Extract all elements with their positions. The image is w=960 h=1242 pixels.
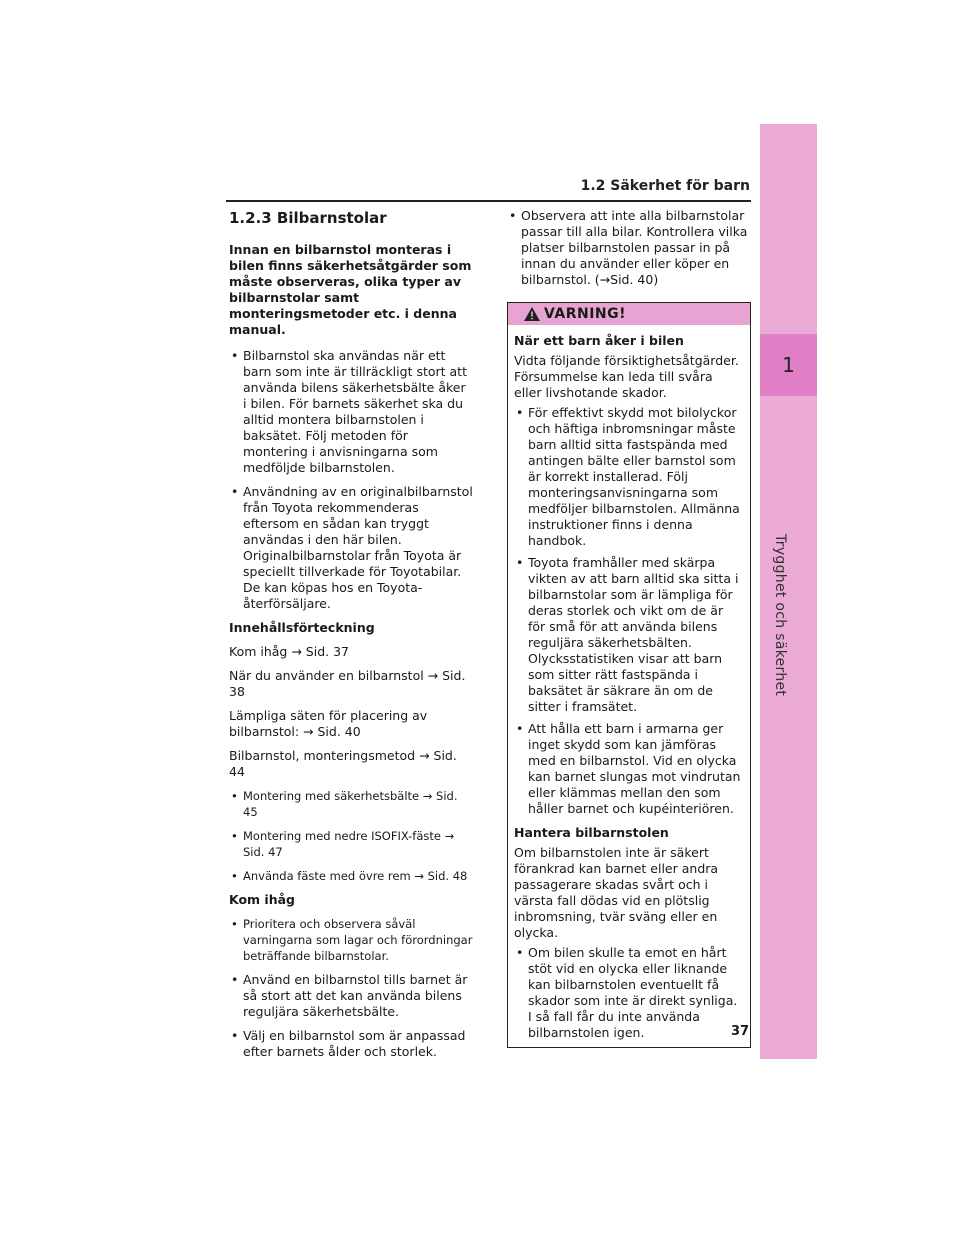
list-item: • Använd en bilbarnstol tills barnet är så stort att det kan använda bilens reguljära säkerhetsbälte. (229, 972, 473, 1020)
chapter-side-tab (760, 124, 817, 1059)
warning-header (508, 303, 750, 325)
toc-link-top-tether[interactable]: • Använda fäste med övre rem → Sid. 48 (229, 868, 473, 884)
compat-bullets (507, 208, 751, 288)
toc-link-isofix[interactable]: • Montering med nedre ISOFIX-fäste → Sid. 47 (229, 828, 473, 860)
toc-link-install-method[interactable]: Bilbarnstol, monteringsmetod → Sid. 44 (229, 748, 457, 779)
warning-triangle-icon (524, 307, 540, 321)
remember-list (229, 916, 473, 1060)
warning-text: Vidta följande försiktighetsåtgärder. Försummelse kan leda till svåra eller livshotande skador. (514, 353, 739, 400)
section-header-title: 1.2 Säkerhet för barn (580, 178, 750, 194)
list-item: • Prioritera och observera såväl varningarna som lagar och förordningar beträffande bilbarnstolar. (229, 916, 473, 964)
toc-link-seatbelt[interactable]: • Montering med säkerhetsbälte → Sid. 45 (229, 788, 473, 820)
toc-link-using-seat[interactable]: När du använder en bilbarnstol → Sid. 38 (229, 668, 466, 699)
warning-subheading-child: När ett barn åker i bilen (514, 333, 684, 348)
warning-bullets (514, 405, 744, 817)
remember-heading: Kom ihåg (229, 892, 295, 907)
list-item: • Om bilen skulle ta emot en hårt stöt vid en olycka eller liknande kan bilbarnstolen eventuellt få skador som inte är direkt synliga. I så fall får du inte använda bilbarnstolen igen. (514, 945, 744, 1041)
warning-subheading-handle: Hantera bilbarnstolen (514, 825, 669, 840)
chapter-title: Trygghet och säkerhet (772, 534, 788, 697)
list-item: • För effektivt skydd mot bilolyckor och häftiga inbromsningar måste barn alltid sitta fastspända med antingen bälte eller barnstol som är korrekt installerad. Följ monteringsanvisningarna som medföljer bilbarnstolen. Allmänna instruktioner finns i denna handbok. (514, 405, 744, 549)
page-number: 37 (731, 1024, 750, 1039)
toc-link-remember[interactable]: Kom ihåg → Sid. 37 (229, 644, 349, 659)
list-item: • Toyota framhåller med skärpa vikten av att barn alltid ska sitta i bilbarnstolar som är lämpliga för deras storlek och vikt om de är för små för att använda bilens reguljära säkerhetsbälten. Olycksstatistiken visar att barn som sitter rätt fastspända i baksätet är säkrare än om de sitter i framsätet. (514, 555, 744, 715)
list-item: • Bilbarnstol ska användas när ett barn som inte är tillräckligt stort att använda bilens säkerhetsbälte åker i bilen. För barnets säkerhet ska du alltid montera bilbarnstolen i baksätet. Följ metoden för montering i anvisningarna som medföljde bilbarnstolen. (229, 348, 473, 476)
toc-link-suitable-seats[interactable]: Lämpliga säten för placering av bilbarnstol: → Sid. 40 (229, 708, 428, 739)
warning-label: VARNING! (544, 306, 627, 322)
chapter-number: 1 (760, 334, 817, 396)
warning-box (507, 302, 751, 1048)
toc-heading: Innehållsförteckning (229, 620, 375, 635)
list-item: • Observera att inte alla bilbarnstolar passar till alla bilar. Kontrollera vilka platser bilbarnstolen passar in på innan du använder eller köper en bilbarnstol. (→Sid. 40) (507, 208, 751, 288)
list-item: • Att hålla ett barn i armarna ger inget skydd som kan jämföras med en bilbarnstol. Vid en olycka kan barnet slungas mot vindrutan eller klämmas mellan den som håller barnet och kupéinteriören. (514, 721, 744, 817)
header-divider (226, 200, 751, 202)
list-item: • Välj en bilbarnstol som är anpassad efter barnets ålder och storlek. (229, 1028, 473, 1060)
warning-text: Om bilbarnstolen inte är säkert förankrad kan barnet eller andra passagerare skadas svårt och i värsta fall dödas vid en plötslig inbromsning, tvär sväng eller en olycka. (514, 845, 719, 940)
warning-bullets (514, 945, 744, 1041)
intro-bullets (229, 348, 473, 612)
list-item: • Användning av en originalbilbarnstol från Toyota rekommenderas eftersom en sådan kan tryggt användas i den här bilen. Originalbilbarnstolar från Toyota är speciellt tillverkade för Toyotabilar. De kan köpas hos en Toyota-återförsäljare. (229, 484, 473, 612)
left-column (229, 208, 473, 1068)
intro-paragraph: Innan en bilbarnstol monteras i bilen finns säkerhetsåtgärder som måste observeras, olika typer av bilbarnstolar samt monteringsmetoder etc. i denna manual. (229, 242, 472, 337)
right-column (507, 208, 751, 1048)
toc-sub-list (229, 788, 473, 884)
section-heading: 1.2.3 Bilbarnstolar (229, 209, 387, 227)
